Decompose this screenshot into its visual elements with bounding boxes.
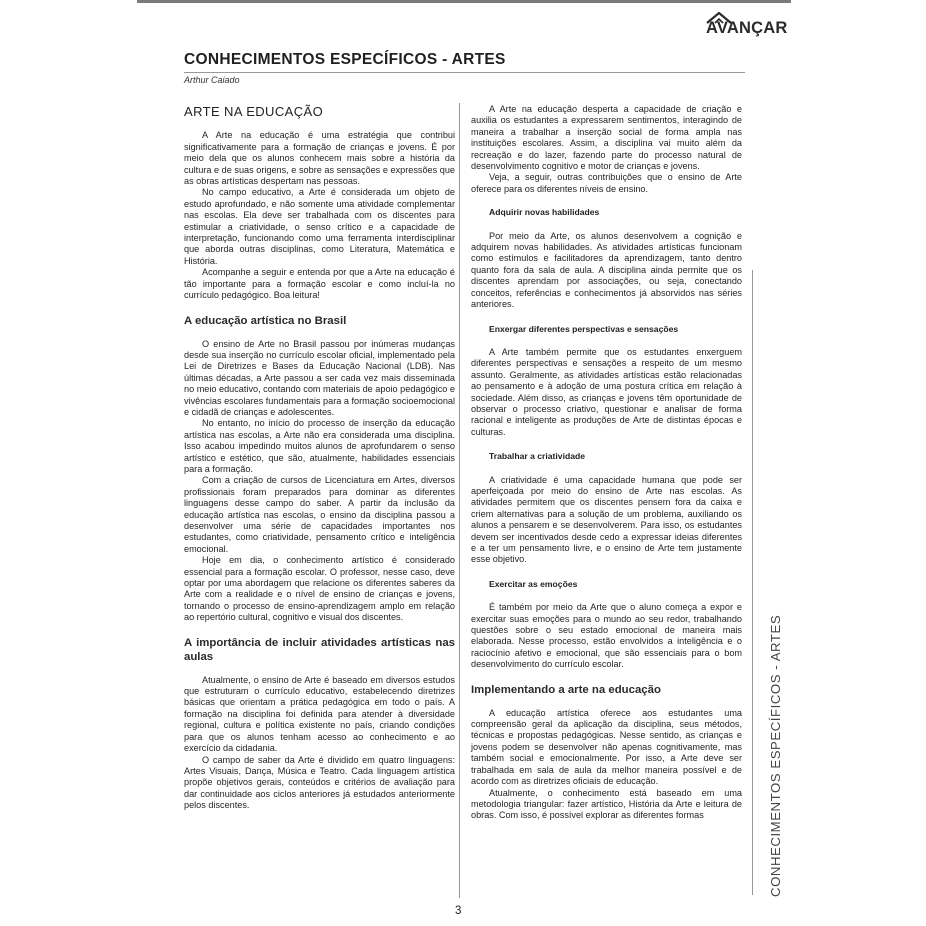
subsection-heading: Trabalhar a criatividade <box>489 451 586 462</box>
paragraph: A Arte na educação desperta a capacidade de criação e auxilia os estudantes a expressarem sentimentos, interagindo de maneira a trabalhar a inserção social de forma ampla nas instituições escolares. Assim, a disciplina vai muito além da recreação e do lazer, fazendo parte do processo natural de desenvolvimento cognitivo e motor de crianças e jovens. <box>471 104 742 172</box>
subsection-heading: Exercitar as emoções <box>489 578 578 589</box>
left-column <box>184 104 455 812</box>
paragraph: É também por meio da Arte que o aluno começa a expor e exercitar suas emoções para o mundo ao seu redor, trabalhando questões sobre o seu estado emocional de maneira mais elaborada. Nesse processo, estão envolvidos a inteligência e o raciocínio afetivo e emocional, que são essenciais para o bom desenvolvimento do currículo escolar. <box>471 602 742 670</box>
paragraph: A criatividade é uma capacidade humana que pode ser aperfeiçoada por meio do ensino de Arte nas escolas. As atividades permitem que os discentes pensem fora da caixa e criem alternativas para a solução de um problema, auxiliando os alunos a pensarem e se desenvolverem. Para isso, os estudantes devem ser incentivados desde cedo a expressar ideias diferentes e a ter um pensamento livre, e o ensino de Arte tem justamente esse objetivo. <box>471 474 742 565</box>
paragraph: Hoje em dia, o conhecimento artístico é considerado essencial para a formação escolar. O professor, nesse caso, deve optar por uma abordagem que relacione os diferentes saberes da Arte com a realidade e o nível de ensino de crianças e jovens, tornando o processo de ensino-aprendizagem amplo em relação ao repertório cultural, cognitivo e visual dos discentes. <box>184 555 455 623</box>
paragraph: Veja, a seguir, outras contribuições que o ensino de Arte oferece para os diferentes níveis de ensino. <box>471 172 742 194</box>
paragraph: O campo de saber da Arte é dividido em quatro linguagens: Artes Visuais, Dança, Música e Teatro. Cada linguagem artística propõe objetivos gerais, conteúdos e critérios de avaliação para dar continuidade aos ciclos anteriores já estudados anteriormente pelos discentes. <box>184 754 455 811</box>
paragraph: O ensino de Arte no Brasil passou por inúmeras mudanças desde sua inserção no currículo escolar oficial, implementado pela Lei de Diretrizes e Bases da Educação Nacional (LDB). Nas últimas décadas, a Arte passou a ser cada vez mais disseminada no meio educativo, contando com materiais de apoio pedagógico e vivências escolares fundamentais para a formação socioemocional e cidadã de crianças e adolescentes. <box>184 338 455 417</box>
column-divider <box>459 103 460 898</box>
section-heading: A importância de incluir atividades artísticas nas aulas <box>184 636 455 663</box>
paragraph: No entanto, no início do processo de inserção da educação artística nas escolas, a Arte não era considerada uma disciplina. Isso acabou impedindo muitos alunos de aprofundarem o senso artístico e estético, que são, atualmente, habilidades essenciais para a formação. <box>184 418 455 474</box>
paragraph: A Arte na educação é uma estratégia que contribui significativamente para a formação de crianças e jovens. É por meio dela que os alunos conhecem mais sobre a história da cultura e de suas origens, e sobre as sensações e expressões que as obras artísticas despertam nas pessoas. <box>184 130 455 187</box>
side-rule <box>752 270 753 895</box>
paragraph: A Arte também permite que os estudantes enxerguem diferentes perspectivas e sensações a respeito de um mesmo assunto. Geralmente, as atividades artísticas estão relacionadas ao pensamento e à adoção de uma postura crítica em relação à sociedade. Além disso, as crianças e jovens têm oportunidade de observar o processo criativo, questionar e analisar de forma racional e inteligente as produções de Arte de distintas épocas e culturas. <box>471 346 742 437</box>
page-title: CONHECIMENTOS ESPECÍFICOS - ARTES <box>184 51 506 68</box>
paragraph: Acompanhe a seguir e entenda por que a Arte na educação é tão importante para a formação escolar e como incluí-la no currículo pedagógico. Boa leitura! <box>184 267 455 301</box>
paragraph: No campo educativo, a Arte é considerada um objeto de estudo aprofundado, e não somente uma atividade complementar nas escolas. Ela deve ser trabalhada com os discentes para estimular a criatividade, o senso crítico e a capacidade de interpretação, funcionando como uma ferramenta interdisciplinar que aborda outras disciplinas, como Literatura, Matemática e História. <box>184 187 455 266</box>
main-heading: ARTE NA EDUCAÇÃO <box>184 104 324 119</box>
top-bar <box>137 0 791 3</box>
side-section-label: CONHECIMENTOS ESPECÍFICOS - ARTES <box>768 614 783 897</box>
paragraph: Com a criação de cursos de Licenciatura em Artes, diversos profissionais foram preparados para dominar as diferentes linguagens desse campo do saber. A partir da inclusão da educação artística nas escolas, o ensino da disciplina passou a desenvolver uma série de capacidades importantes nos estudantes, como criatividade, pensamento crítico e inteligência emocional. <box>184 475 455 554</box>
section-heading: A educação artística no Brasil <box>184 314 347 327</box>
paragraph: Atualmente, o ensino de Arte é baseado em diversos estudos que estruturam o currículo educativo, estabelecendo diretrizes básicas que orientam a prática pedagógica em todo o país. A formação na disciplina foi definida para atender à diversidade regional, cultura e política existente no país, criando condições para que os alunos tenham acesso ao conhecimento e ao exercício da cidadania. <box>184 674 455 754</box>
author-name: Arthur Caiado <box>184 75 240 85</box>
header-rule <box>184 72 745 73</box>
subsection-heading: Enxergar diferentes perspectivas e sensações <box>489 323 679 334</box>
brand-logo: AVANÇAR <box>706 19 788 37</box>
subsection-heading: Adquirir novas habilidades <box>489 207 600 218</box>
paragraph: A educação artística oferece aos estudantes uma compreensão geral da aplicação da disciplina, seus métodos, técnicas e propostas pedagógicas. Nesse sentido, as crianças e jovens podem se desenvolver não apenas cognitivamente, mas também social e emocionalmente. Por isso, a Arte deve ser trabalhada em sala de aula da melhor maneira possível e de acordo com as diretrizes oficiais de educação. <box>471 707 742 787</box>
section-heading: Implementando a arte na educação <box>471 683 661 696</box>
paragraph: Atualmente, o conhecimento está baseado em uma metodologia triangular: fazer artístico, História da Arte e leitura de obras. Com isso, é possível explorar as diferentes formas <box>471 787 742 821</box>
right-column <box>471 104 742 822</box>
paragraph: Por meio da Arte, os alunos desenvolvem a cognição e adquirem novas habilidades. As atividades artísticas funcionam como estímulos e facilitadores da aprendizagem, tanto dentro quanto fora da sala de aula. A disciplina ainda permite que os discentes aprendam por associações, ou seja, conectando conceitos, referências e conhecimentos já absorvidos nas séries anteriores. <box>471 230 742 310</box>
page-number: 3 <box>455 905 462 917</box>
